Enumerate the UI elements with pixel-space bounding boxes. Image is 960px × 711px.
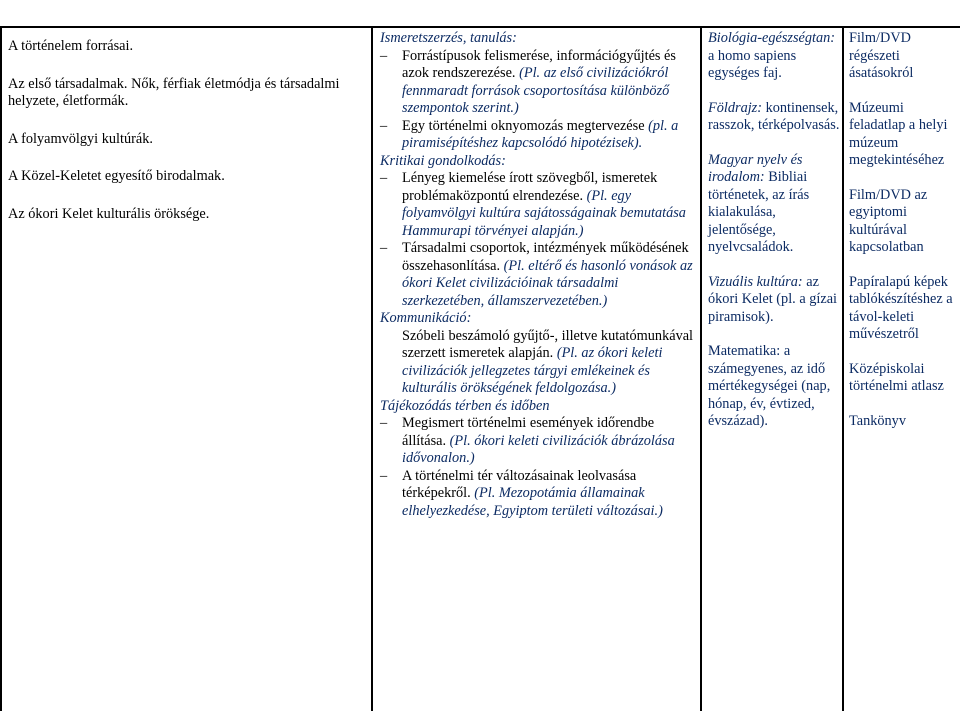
subject-name: Biológia-egészségtan: (708, 30, 836, 46)
column-divider-2 (700, 26, 702, 711)
dash-bullet: – (380, 415, 388, 431)
topic-item: A folyamvölgyi kultúrák. (8, 130, 153, 147)
connection-biology (708, 30, 842, 83)
connection-text: a homo sapiens egységes faj. (708, 47, 797, 81)
topic-item: A Közel-Keletet egyesítő birodalmak. (8, 168, 225, 184)
connection-visual-culture (708, 274, 842, 327)
connection-text: az ókori Kelet (pl. a gízai piramisok). (708, 273, 838, 325)
skill-text: Társadalmi csoportok, intézmények működésének összehasonlítása. (402, 240, 689, 274)
resource-item: Tankönyv (849, 412, 906, 429)
topics-cell (8, 30, 370, 223)
skill-text: Forrástípusok felismerése, információgyűjtés és azok rendszerezése. (402, 47, 676, 81)
resource-item: Középiskolai történelmi atlasz (849, 360, 944, 394)
connection-text: Bibliai történetek, az írás kialakulása, jelentősége, nyelvcsaládok. (708, 169, 810, 255)
skill-example: (Pl. eltérő és hasonló vonások az ókori Kelet civilizációinak társadalmi szerkezetében, államszervezetében.) (402, 257, 693, 309)
resource-item: Múzeumi feladatlap a helyi múzeum megtekintéséhez (849, 99, 948, 168)
skill-text: A történelmi tér változásainak leolvasása térképekről. (402, 467, 637, 501)
topic-item: A történelem forrásai. (8, 38, 134, 54)
skill-item (380, 468, 698, 521)
skill-text: Egy történelmi oknyomozás megtervezése (402, 117, 649, 134)
skill-text: Megismert történelmi események időrendbe állítása. (402, 415, 655, 449)
dash-bullet: – (380, 117, 388, 134)
subject-name: Vizuális kultúra: (708, 273, 803, 290)
table-top-border (0, 26, 960, 28)
skill-item (380, 48, 698, 118)
column-divider-3 (842, 26, 844, 711)
column-divider-1 (371, 26, 373, 711)
skills-cell (380, 30, 698, 520)
skill-item (380, 118, 698, 153)
resource-item: Papíralapú képek tablókészítéshez a távol-keleti művészetről (849, 273, 953, 342)
skill-item (380, 328, 698, 398)
topic-item: Az első társadalmak. Nők, férfiak életmódja és társadalmi helyzete, életformák. (8, 75, 340, 109)
resource-item: Film/DVD régészeti ásatásokról (849, 30, 914, 81)
subject-name: Magyar nyelv és irodalom: (708, 151, 803, 185)
skill-example: (Pl. egy folyamvölgyi kultúra sajátosságainak bemutatása Hammurapi törvényei alapján.) (402, 187, 686, 239)
skill-example: (Pl. az ókori keleti civilizációk jellegzetes tárgyi emlékeinek és kulturális örökségének feldolgozása.) (402, 345, 663, 396)
skill-item (380, 170, 698, 240)
dash-bullet: – (380, 240, 388, 256)
connection-mathematics: Matematika: a számegyenes, az idő mértékegységei (nap, hónap, év, évtized, évszázad). (708, 343, 831, 429)
skill-example: (Pl. az első civilizációkról fennmaradt források csoportosítása különböző szempontok szerint.) (402, 65, 670, 116)
skill-example: (pl. a piramisépítéshez kapcsolódó hipotézisek). (402, 117, 679, 151)
skill-item (380, 240, 698, 310)
dash-bullet: – (380, 47, 388, 64)
dash-bullet: – (380, 467, 388, 484)
section-heading-communication: Kommunikáció: (380, 310, 472, 326)
connection-geography (708, 100, 842, 135)
section-heading-orientation: Tájékozódás térben és időben (380, 397, 550, 414)
section-heading-learning: Ismeretszerzés, tanulás: (380, 30, 517, 46)
section-heading-critical-thinking: Kritikai gondolkodás: (380, 152, 506, 169)
skill-text: Szóbeli beszámoló gyűjtő-, illetve kutatómunkával szerzett ismeretek alapján. (402, 327, 694, 361)
skill-example: (Pl. ókori keleti civilizációk ábrázolása idővonalon.) (402, 432, 675, 466)
dash-bullet: – (380, 170, 388, 186)
connection-text: kontinensek, rasszok, térképolvasás. (708, 99, 840, 133)
subject-name: Földrajz: (708, 99, 763, 116)
skill-item (380, 415, 698, 468)
connection-literature (708, 152, 842, 257)
resources-cell (849, 30, 957, 447)
skill-text: Lényeg kiemelése írott szövegből, ismeretek problémaközpontú elrendezése. (402, 170, 658, 204)
table-left-border (0, 26, 2, 711)
topic-item: Az ókori Kelet kulturális öröksége. (8, 205, 210, 222)
skill-example: (Pl. Mezopotámia államainak elhelyezkedése, Egyiptom területi változásai.) (402, 485, 663, 519)
resource-item: Film/DVD az egyiptomi kultúrával kapcsolatban (849, 186, 928, 255)
connections-cell (708, 30, 842, 431)
